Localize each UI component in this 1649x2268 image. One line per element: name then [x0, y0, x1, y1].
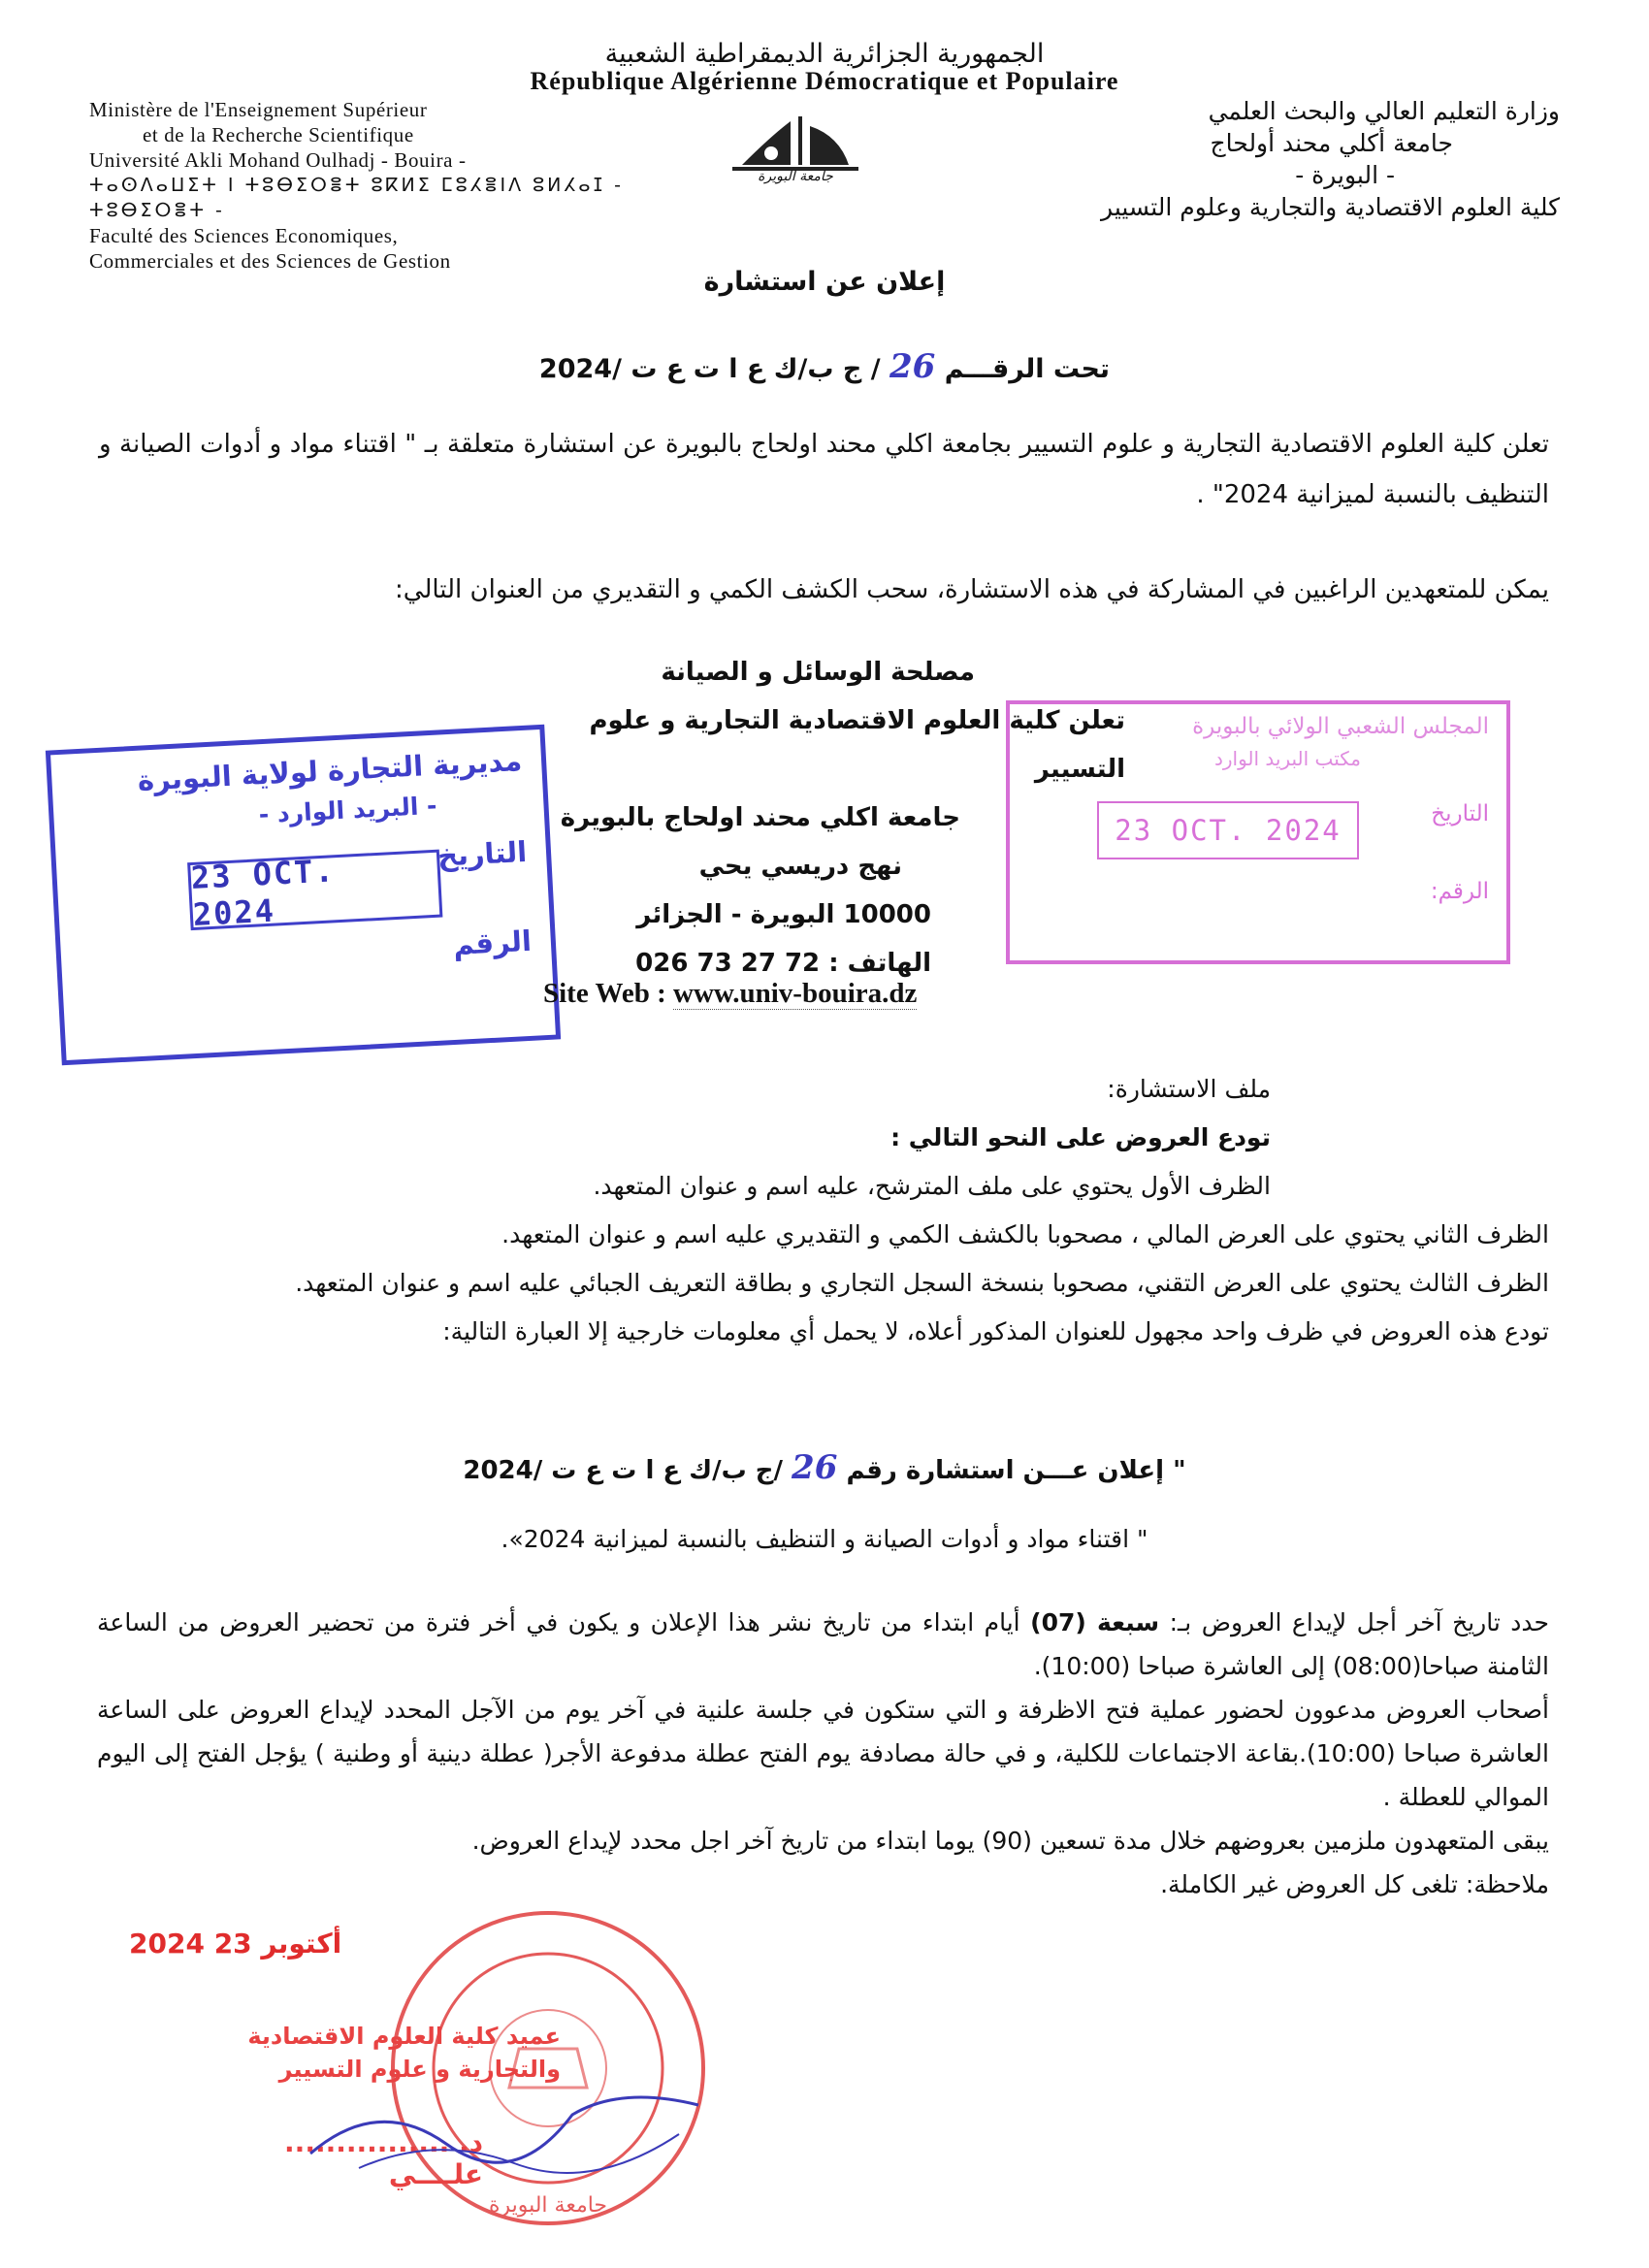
- blue-stamp-date: 23 OCT. 2024: [187, 850, 442, 931]
- envelope-label-prefix: " إعلان عـــن استشارة رقم: [846, 1456, 1186, 1485]
- ministry-fr-line1: Ministère de l'Enseignement Supérieur: [89, 98, 428, 121]
- dossier-section-2: [104, 1211, 1549, 1356]
- address-university: جامعة اكلي محند اولحاج بالبويرة: [560, 803, 960, 832]
- university-logo: [713, 97, 878, 194]
- dossier-intro: تودع العروض على النحو التالي :: [890, 1123, 1271, 1151]
- validity-paragraph: يبقى المتعهدون ملزمين بعروضهم خلال مدة تسعين (90) يوما ابتداء من تاريخ آخر اجل محدد لإيداع العروض.: [471, 1827, 1549, 1855]
- address-faculty: تعلن كلية العلوم الاقتصادية التجارية و علوم التسيير: [589, 706, 1125, 784]
- address-street: نهج دريسي يحي: [698, 852, 902, 881]
- envelope-3: الظرف الثالث يحتوي على العرض التقني، مصحوبا بنسخة السجل التجاري و بطاقة التعريف الجبائي عليه اسم و عنوان المتعهد.: [295, 1269, 1549, 1297]
- deadline-post: أيام ابتداء من تاريخ نشر هذا الإعلان و يكون في أخر فترة من تحضير العروض من الساعة الثامنة صباحا(08:00) إلى العاشرة صباحا (10:00).: [97, 1608, 1549, 1680]
- ministry-fr-line2: et de la Recherche Scientifique: [143, 123, 414, 146]
- website-line: [543, 978, 917, 1010]
- announcement-title: إعلان عن استشارة: [703, 267, 946, 297]
- letterhead-right-ar: [939, 95, 1560, 223]
- pink-stamp-line1: المجلس الشعبي الولائي بالبويرة: [1192, 714, 1489, 739]
- blue-stamp-date-label: التاريخ: [436, 834, 528, 873]
- university-fr: Université Akli Mohand Oulhadj - Bouira -: [89, 148, 467, 172]
- phone-label: الهاتف :: [828, 949, 931, 978]
- blue-stamp-number-label: الرقم: [452, 923, 533, 961]
- envelope-2: الظرف الثاني يحتوي على العرض المالي ، مصحوبا بالكشف الكمي و التقديري عليه اسم و عنوان المتعهد.: [501, 1220, 1549, 1248]
- blue-stamp-line1: مديرية التجارة لولاية البويرة: [136, 744, 523, 797]
- deadline-days: سبعة (07): [1030, 1608, 1160, 1636]
- republic-name-fr: République Algérienne Démocratique et Populaire: [530, 67, 1119, 95]
- signatory-title-line2: والتجارية و علوم التسيير: [278, 2056, 561, 2083]
- signatory-title-line1: عميد كلية العلوم الاقتصادية: [247, 2023, 561, 2050]
- ref-number: 26: [889, 347, 936, 386]
- address-block: [543, 648, 1125, 988]
- envelope-label-number: 26: [792, 1448, 838, 1487]
- phone-number: 026 73 27 72: [635, 949, 821, 978]
- faculty-fr-line2: Commerciales et des Sciences de Gestion: [89, 249, 451, 273]
- ministry-ar: وزارة التعليم العالي والبحث العلمي: [1208, 97, 1560, 125]
- conditions-section: [97, 1601, 1549, 1906]
- reference-line: [0, 347, 1649, 386]
- signature-scribble: [301, 2076, 708, 2183]
- letterhead-left-fr: [89, 97, 691, 274]
- pink-stamp-date-label: التاريخ: [1431, 801, 1489, 826]
- blue-reception-stamp: [46, 725, 561, 1066]
- address-service: مصلحة الوسائل و الصيانة: [661, 658, 975, 687]
- pink-stamp-number-label: الرقم:: [1430, 879, 1489, 904]
- letterhead-top: [0, 39, 1649, 96]
- dossier-heading: ملف الاستشارة:: [1107, 1075, 1271, 1103]
- seal-caption: جامعة البويرة: [488, 2193, 608, 2218]
- university-tifinagh: ⵜⴰⵙⴷⴰⵡⵉⵜ ⵏ ⵜⵓⴱⵉⵔⴻⵜ ⵓⴽⵍⵉ ⵎⵓⵃⴻⵏⴷ ⵓⵍⵃⴰⵊ - ⵜⵓⴱⵉⵔⴻⵜ -: [89, 175, 625, 221]
- envelope-subject: " اقتناء مواد و أدوات الصيانة و التنظيف بالنسبة لميزانية 2024».: [501, 1525, 1148, 1553]
- opening-paragraph: أصحاب العروض مدعوون لحضور عملية فتح الاظرفة و التي ستكون في جلسة علنية في آخر يوم من الآجل المحدد لإيداع العروض على الساعة العاشرة صباحا (10:00).بقاعة الاجتماعات للكلية، و في حالة مصادفة يوم الفتح عطلة مدفوعة الأجر( عطلة دينية أو وطنية ) يؤجل الفتح إلى اليوم الموالي للعطلة .: [97, 1696, 1549, 1811]
- pink-stamp-date: 23 OCT. 2024: [1097, 801, 1359, 859]
- note-paragraph: ملاحظة: تلغى كل العروض غير الكاملة.: [1160, 1870, 1549, 1898]
- pink-stamp-line2: مكتب البريد الوارد: [1213, 747, 1361, 770]
- envelope-label-suffix: /ج ب/ك ع ا ت ع ت /2024: [463, 1456, 783, 1485]
- ref-suffix: / ج ب/ك ع ا ت ع ت /2024: [538, 354, 881, 384]
- blue-stamp-line2: - البريد الوارد -: [258, 791, 438, 829]
- logo-caption: جامعة البويرة: [758, 169, 833, 184]
- faculty-fr-line1: Faculté des Sciences Economiques,: [89, 224, 399, 247]
- deposit-instructions: تودع هذه العروض في ظرف واحد مجهول للعنوان المذكور أعلاه، لا يحمل أي معلومات خارجية إلا العبارة التالية:: [442, 1317, 1549, 1345]
- website-label: Site Web :: [543, 978, 666, 1009]
- signatory-name: د. ................ علــــي: [284, 2126, 483, 2190]
- envelope-label-line: [0, 1448, 1649, 1487]
- signature-date: 2024 أكتوبر 23: [129, 1928, 342, 1960]
- deadline-pre: حدد تاريخ آخر أجل لإيداع العروض بـ:: [1169, 1608, 1549, 1636]
- republic-name-ar: الجمهورية الجزائرية الديمقراطية الشعبية: [604, 39, 1045, 69]
- intro-paragraph: تعلن كلية العلوم الاقتصادية التجارية و علوم التسيير بجامعة اكلي محند اولحاج بالبويرة عن استشارة متعلقة بـ " اقتناء مواد و أدوات الصيانة و التنظيف بالنسبة لميزانية 2024" .: [99, 430, 1549, 509]
- withdrawal-paragraph: يمكن للمتعهدين الراغبين في المشاركة في هذه الاستشارة، سحب الكشف الكمي و التقديري من العنوان التالي:: [395, 575, 1549, 604]
- deadline-paragraph: [97, 1601, 1549, 1688]
- ref-prefix: تحت الرقـــم: [944, 354, 1111, 384]
- dossier-section: [398, 1065, 1271, 1211]
- address-city: 10000 البويرة - الجزائر: [636, 900, 931, 929]
- university-ar: جامعة أكلي محند أولحاج: [1210, 129, 1453, 157]
- website-link[interactable]: www.univ-bouira.dz: [673, 978, 918, 1009]
- envelope-1: الظرف الأول يحتوي على ملف المترشح، عليه اسم و عنوان المتعهد.: [593, 1172, 1271, 1200]
- city-ar: - البويرة -: [1295, 161, 1395, 189]
- faculty-ar: كلية العلوم الاقتصادية والتجارية وعلوم التسيير: [1101, 193, 1560, 221]
